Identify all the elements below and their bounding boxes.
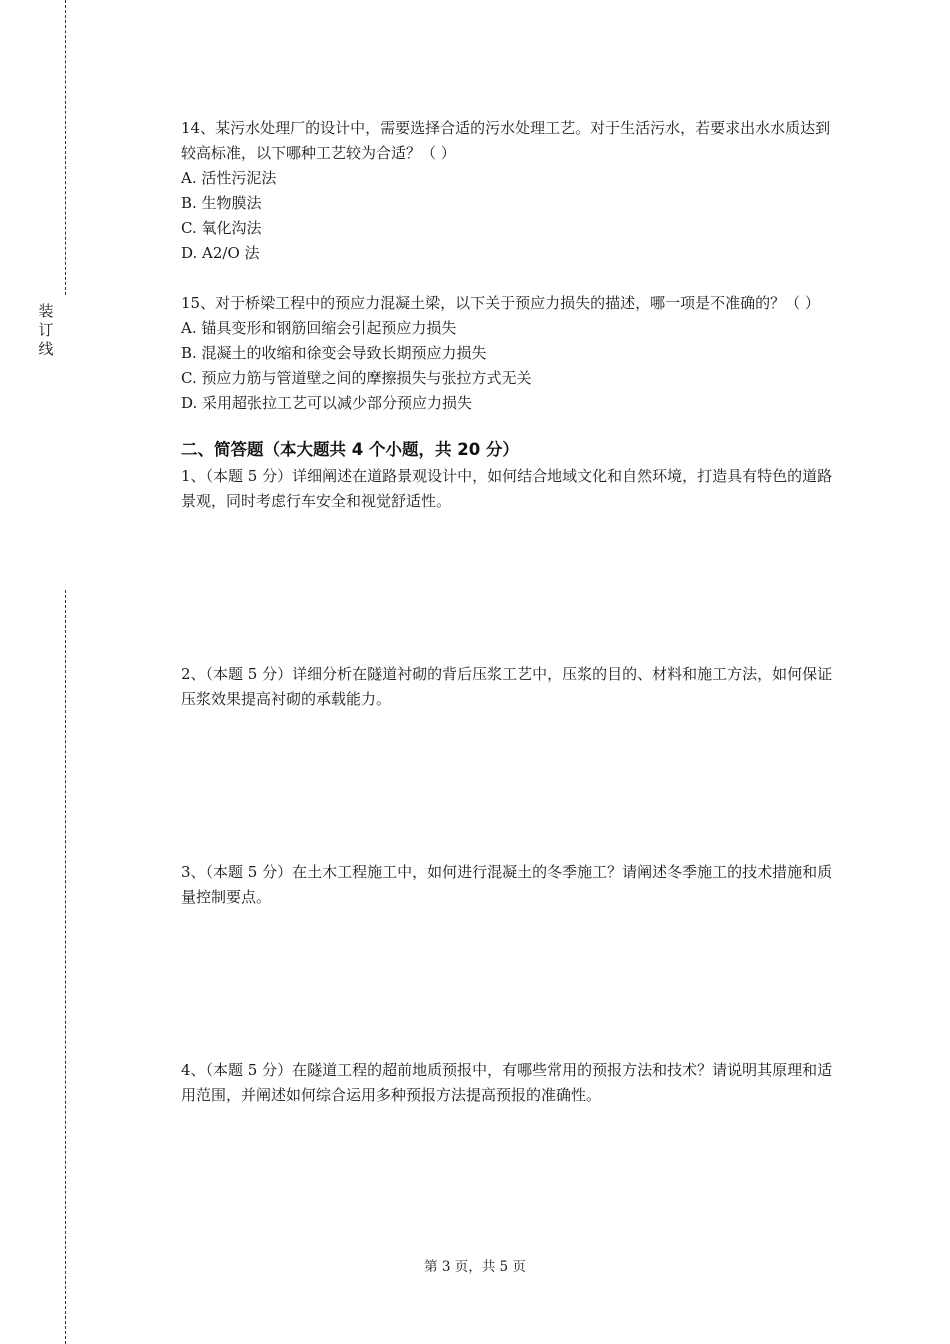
- binding-char: 线: [38, 340, 54, 358]
- option-c: C. 预应力筋与管道壁之间的摩擦损失与张拉方式无关: [181, 369, 532, 387]
- binding-dashed-line-top: [65, 0, 66, 295]
- question-stem: 14、某污水处理厂的设计中，需要选择合适的污水处理工艺。对于生活污水，若要求出水水质达到较高标准，以下哪种工艺较为合适？（ ）: [181, 119, 831, 162]
- option-a: A. 活性污泥法: [181, 169, 277, 187]
- short-answer-question-4: 4、（本题 5 分）在隧道工程的超前地质预报中，有哪些常用的预报方法和技术？请说明其原理和适用范围，并阐述如何综合运用多种预报方法提高预报的准确性。: [181, 1061, 833, 1104]
- exam-content: [181, 116, 841, 1108]
- option-list: [181, 166, 841, 266]
- option-b: B. 混凝土的收缩和徐变会导致长期预应力损失: [181, 344, 487, 362]
- short-answer-question-3: 3、（本题 5 分）在土木工程施工中，如何进行混凝土的冬季施工？请阐述冬季施工的技术措施和质量控制要点。: [181, 863, 833, 906]
- choice-question-15: [181, 291, 841, 416]
- binding-line-label: [36, 302, 56, 359]
- binding-char: 订: [38, 321, 54, 339]
- option-c: C. 氧化沟法: [181, 219, 262, 237]
- page-footer: 第 3 页，共 5 页: [424, 1259, 526, 1275]
- binding-char: 装: [38, 302, 54, 320]
- option-a: A. 锚具变形和钢筋回缩会引起预应力损失: [181, 319, 457, 337]
- short-answer-question-2: 2、（本题 5 分）详细分析在隧道衬砌的背后压浆工艺中，压浆的目的、材料和施工方法，如何保证压浆效果提高衬砌的承载能力。: [181, 665, 833, 708]
- option-list: [181, 316, 841, 416]
- option-d: D. 采用超张拉工艺可以减少部分预应力损失: [181, 394, 473, 412]
- section-title: 二、简答题（本大题共 4 个小题，共 20 分）: [181, 440, 519, 459]
- short-answer-question-1: 1、（本题 5 分）详细阐述在道路景观设计中，如何结合地域文化和自然环境，打造具有特色的道路景观，同时考虑行车安全和视觉舒适性。: [181, 467, 833, 510]
- option-d: D. A2/O 法: [181, 244, 260, 262]
- option-b: B. 生物膜法: [181, 194, 262, 212]
- question-stem: 15、对于桥梁工程中的预应力混凝土梁，以下关于预应力损失的描述，哪一项是不准确的？（ ）: [181, 294, 820, 312]
- binding-dashed-line-bottom: [65, 590, 66, 1344]
- choice-question-14: [181, 116, 841, 266]
